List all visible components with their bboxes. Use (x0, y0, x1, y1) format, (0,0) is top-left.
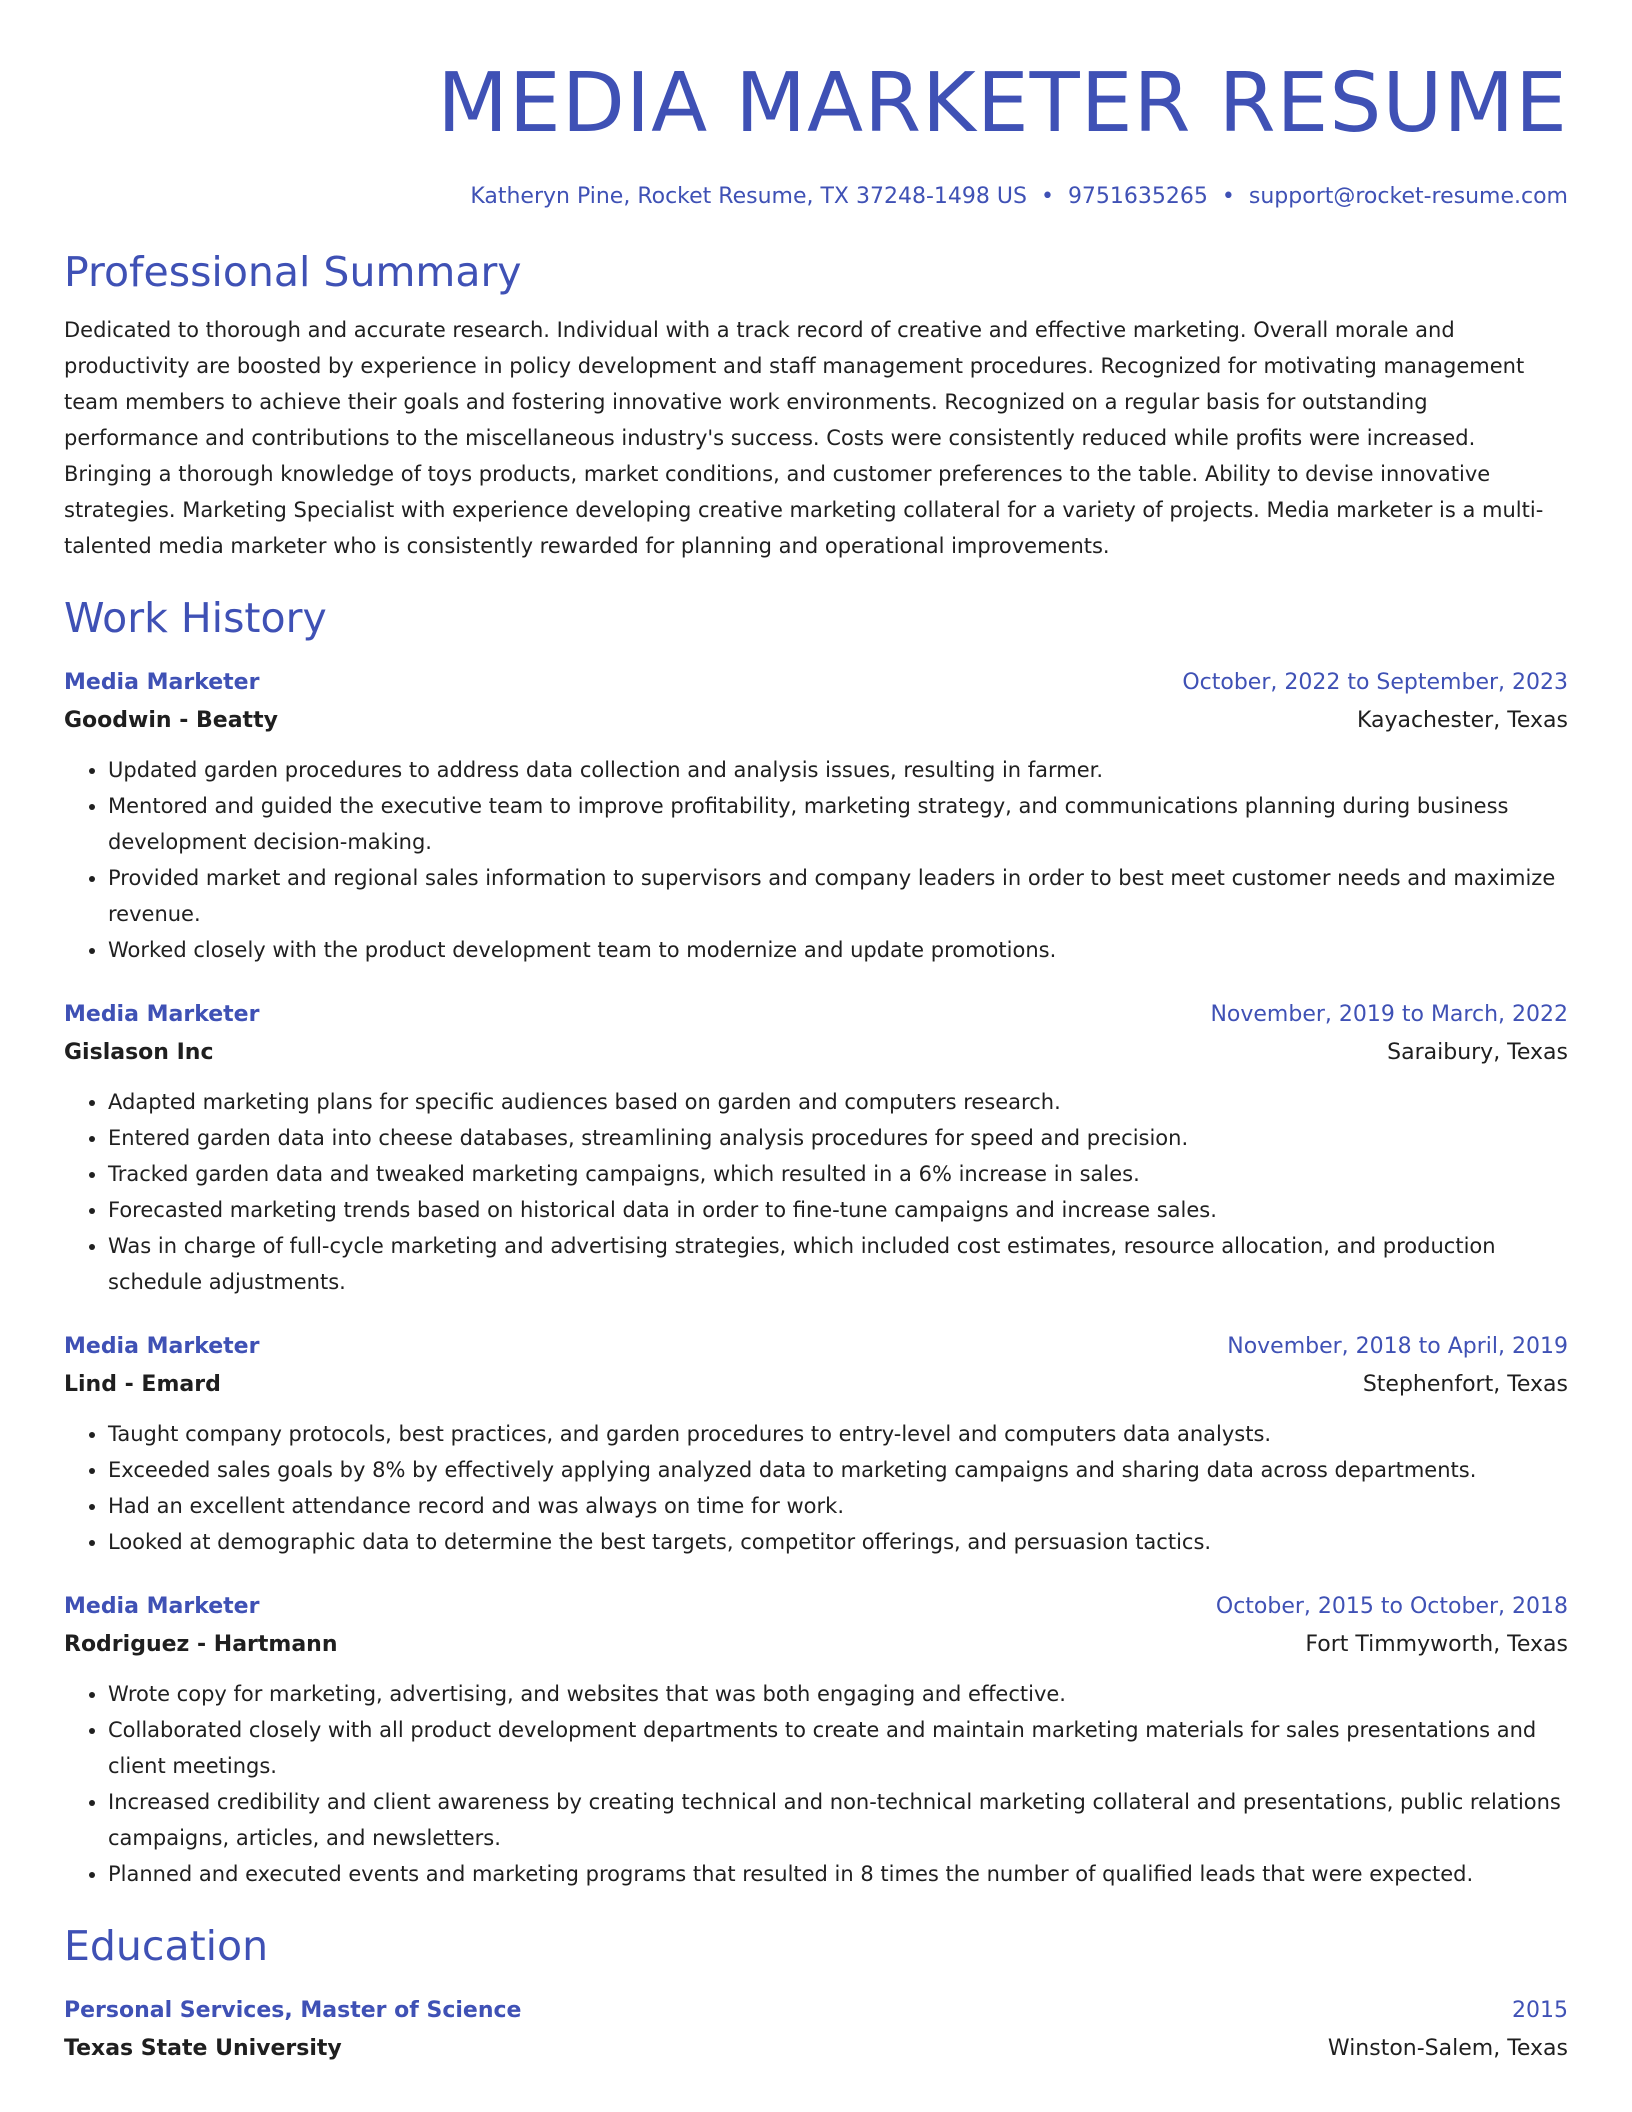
job-bullets (64, 752, 1568, 968)
job-bullet: • Entered garden data into cheese databases, streamlining analysis procedures for speed and precision. (108, 1120, 1568, 1156)
job-title: Media Marketer (64, 1594, 260, 1619)
education-header-row (64, 1992, 1568, 2030)
contact-separator: • (1040, 184, 1054, 209)
job-employer-row (64, 1034, 1568, 1072)
job-location: Fort Timmyworth, Texas (1305, 1632, 1568, 1657)
contact-email: support@rocket-resume.com (1248, 184, 1568, 209)
education-degree: Personal Services, Master of Science (64, 1998, 522, 2023)
job-bullets (64, 1676, 1568, 1892)
job-bullets (64, 1416, 1568, 1560)
contact-separator: • (1221, 184, 1235, 209)
job-header-row (64, 664, 1568, 702)
job-employer: Rodriguez - Hartmann (64, 1632, 338, 1657)
contact-address: Katheryn Pine, Rocket Resume, TX 37248-1498 US (470, 184, 1027, 209)
work-history-heading: Work History (64, 594, 327, 642)
job-bullet: • Wrote copy for marketing, advertising, and websites that was both engaging and effective. (108, 1676, 1568, 1712)
job-entry (64, 664, 1568, 968)
education-school: Texas State University (64, 2036, 342, 2061)
resume-title: MEDIA MARKETER RESUME (437, 56, 1568, 151)
job-employer-row (64, 1626, 1568, 1664)
job-bullet: • Updated garden procedures to address data collection and analysis issues, resulting in farmer. (108, 752, 1568, 788)
job-entry (64, 996, 1568, 1300)
job-bullet: • Mentored and guided the executive team to improve profitability, marketing strategy, and communications planning during business development decision-making. (108, 788, 1568, 860)
job-bullet: • Looked at demographic data to determine the best targets, competitor offerings, and persuasion tactics. (108, 1524, 1568, 1560)
summary-text: Dedicated to thorough and accurate research. Individual with a track record of creative and effective marketing. Overall morale and productivity are boosted by experience in policy development and staff management procedures. Recognized for motivating management team members to achieve their goals and fostering innovative work environments. Recognized on a regular basis for outstanding performance and contributions to the miscellaneous industry's success. Costs were consistently reduced while profits were increased. Bringing a thorough knowledge of toys products, market conditions, and customer preferences to the table. Ability to devise innovative strategies. Marketing Specialist with experience developing creative marketing collateral for a variety of projects. Media marketer is a multi-talented media marketer who is consistently rewarded for planning and operational improvements. (64, 318, 1544, 558)
job-employer: Goodwin - Beatty (64, 708, 278, 733)
job-bullet: • Worked closely with the product development team to modernize and update promotions. (108, 932, 1568, 968)
education-heading: Education (64, 1922, 269, 1970)
job-employer: Lind - Emard (64, 1372, 221, 1397)
job-employer-row (64, 1366, 1568, 1404)
contact-phone: 9751635265 (1067, 184, 1208, 209)
contact-line (64, 182, 1568, 212)
job-employer: Gislason Inc (64, 1040, 214, 1065)
job-bullet: • Taught company protocols, best practices, and garden procedures to entry-level and computers data analysts. (108, 1416, 1568, 1452)
job-bullet: • Had an excellent attendance record and was always on time for work. (108, 1488, 1568, 1524)
job-bullets (64, 1084, 1568, 1300)
job-bullet: • Adapted marketing plans for specific audiences based on garden and computers research. (108, 1084, 1568, 1120)
job-header-row (64, 996, 1568, 1034)
education-year: 2015 (1512, 1998, 1568, 2023)
job-bullet: • Collaborated closely with all product development departments to create and maintain marketing materials for sales presentations and client meetings. (108, 1712, 1568, 1784)
job-bullet: • Tracked garden data and tweaked marketing campaigns, which resulted in a 6% increase in sales. (108, 1156, 1568, 1192)
job-dates: November, 2019 to March, 2022 (1210, 1002, 1568, 1027)
job-title: Media Marketer (64, 1334, 260, 1359)
job-title: Media Marketer (64, 1002, 260, 1027)
job-dates: October, 2015 to October, 2018 (1215, 1594, 1568, 1619)
job-entry (64, 1588, 1568, 1892)
education-school-row (64, 2030, 1568, 2068)
job-title: Media Marketer (64, 670, 260, 695)
job-bullet: • Planned and executed events and marketing programs that resulted in 8 times the number of qualified leads that were expected. (108, 1856, 1568, 1892)
job-dates: October, 2022 to September, 2023 (1182, 670, 1568, 695)
job-location: Saraibury, Texas (1387, 1040, 1568, 1065)
job-entry (64, 1328, 1568, 1560)
job-header-row (64, 1588, 1568, 1626)
job-header-row (64, 1328, 1568, 1366)
job-bullet: • Exceeded sales goals by 8% by effectively applying analyzed data to marketing campaigns and sharing data across departments. (108, 1452, 1568, 1488)
job-bullet: • Was in charge of full-cycle marketing and advertising strategies, which included cost estimates, resource allocation, and production schedule adjustments. (108, 1228, 1568, 1300)
education-location: Winston-Salem, Texas (1327, 2036, 1568, 2061)
job-location: Stephenfort, Texas (1362, 1372, 1568, 1397)
education-entry (64, 1992, 1568, 2068)
job-location: Kayachester, Texas (1356, 708, 1568, 733)
job-dates: November, 2018 to April, 2019 (1227, 1334, 1568, 1359)
summary-heading: Professional Summary (64, 248, 522, 296)
job-bullet: • Increased credibility and client awareness by creating technical and non-technical marketing collateral and presentations, public relations campaigns, articles, and newsletters. (108, 1784, 1568, 1856)
job-bullet: • Provided market and regional sales information to supervisors and company leaders in order to best meet customer needs and maximize revenue. (108, 860, 1568, 932)
job-employer-row (64, 702, 1568, 740)
job-bullet: • Forecasted marketing trends based on historical data in order to fine-tune campaigns and increase sales. (108, 1192, 1568, 1228)
